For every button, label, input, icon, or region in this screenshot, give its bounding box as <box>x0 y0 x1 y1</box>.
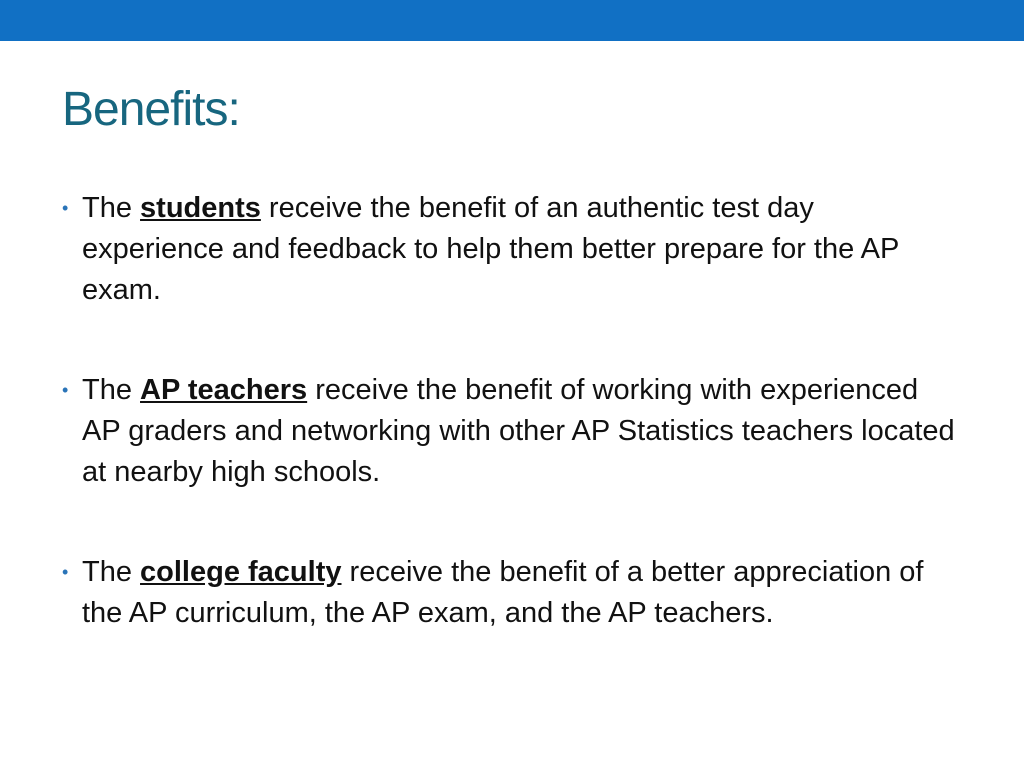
bullet-term-students: students <box>140 192 261 224</box>
bullet-dot-icon: • <box>62 562 69 582</box>
bullet-item-ap-teachers <box>62 370 962 493</box>
bullet-text: receive the benefit of working with experienced AP graders and networking with other AP Statistics teachers located at nearby high schools. <box>82 374 955 488</box>
bullet-item-students <box>62 188 962 311</box>
bullet-lead: The <box>82 556 141 588</box>
bullet-text: receive the benefit of an authentic test day experience and feedback to help them better prepare for the AP exam. <box>82 192 899 306</box>
bullet-term-college-faculty: college faculty <box>140 556 342 588</box>
bullet-lead: The <box>82 192 141 224</box>
bullet-lead: The <box>82 374 141 406</box>
bullet-term-ap-teachers: AP teachers <box>140 374 308 406</box>
bullet-text: receive the benefit of a better appreciation of the AP curriculum, the AP exam, and the AP teachers. <box>82 556 924 629</box>
bullet-dot-icon: • <box>62 198 69 218</box>
header-bar <box>0 0 1024 41</box>
bullet-dot-icon: • <box>62 380 69 400</box>
bullet-list <box>62 188 962 693</box>
bullet-item-college-faculty <box>62 552 962 634</box>
slide-title: Benefits: <box>62 83 240 136</box>
